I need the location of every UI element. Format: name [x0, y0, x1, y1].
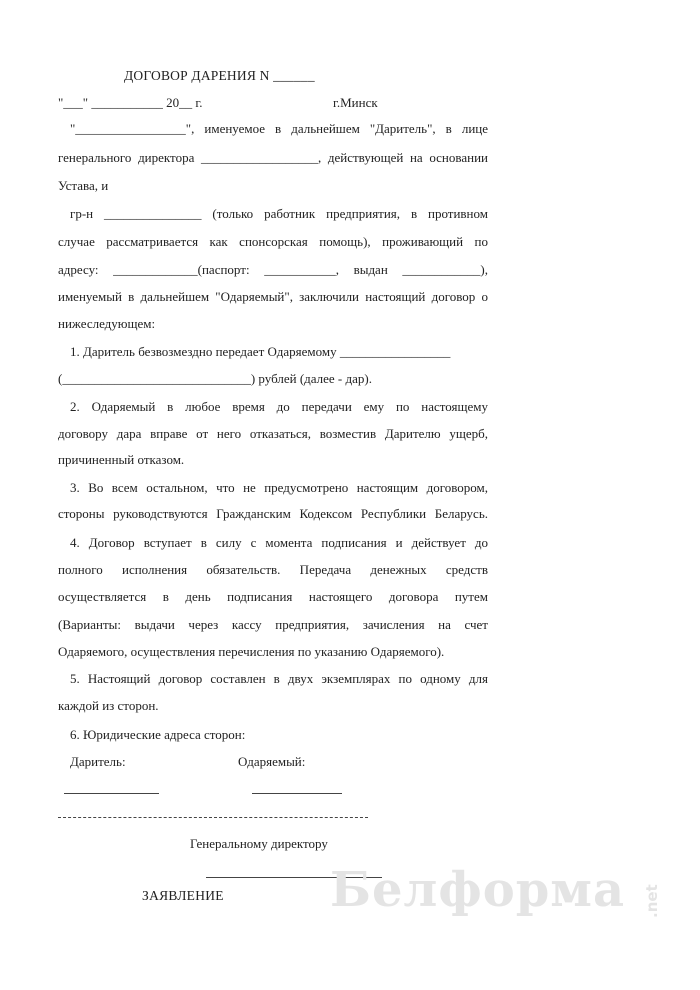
clause-5-line: 5. Настоящий договор составлен в двух экземплярах по одному для	[70, 671, 488, 686]
contract-date: "___" ___________ 20__ г.	[58, 95, 203, 110]
clause-2-line: 2. Одаряемый в любое время до передачи ему по настоящему	[70, 399, 488, 414]
clause-4-line: полного исполнения обязательств. Передача денежных средств	[58, 562, 488, 577]
clause-3-line: 3. Во всем остальном, что не предусмотрено настоящим договором,	[70, 480, 488, 495]
paragraph-line: случае рассматривается как спонсорская помощь), проживающий по	[58, 234, 488, 249]
paragraph-line: гр-н _______________ (только работник предприятия, в противном	[70, 206, 488, 221]
clause-6-line: 6. Юридические адреса сторон:	[70, 727, 246, 742]
recipient-signature-line	[252, 793, 342, 794]
belforma-watermark: Белформа	[330, 862, 626, 918]
paragraph-line: генерального директора __________________, действующей на основании	[58, 150, 488, 165]
donor-signature-line	[64, 793, 159, 794]
clause-2-line: причиненный отказом.	[58, 452, 185, 467]
clause-4-line: (Варианты: выдачи через кассу предприятия, зачисления на счет	[58, 617, 488, 632]
clause-1-line: 1. Даритель безвозмездно передает Одаряемому _________________	[70, 344, 451, 359]
paragraph-line: "_________________", именуемое в дальнейшем "Даритель", в лице	[70, 121, 488, 136]
paragraph-line: именуемый в дальнейшем "Одаряемый", заключили настоящий договор о	[58, 289, 488, 304]
paragraph-line: адресу: _____________(паспорт: ___________, выдан ____________),	[58, 262, 488, 277]
cut-divider	[58, 817, 368, 818]
paragraph-line: нижеследующем:	[58, 316, 156, 331]
application-heading: ЗАЯВЛЕНИЕ	[142, 888, 224, 903]
clause-3-line: стороны руководствуются Гражданским Кодексом Республики Беларусь.	[58, 506, 488, 521]
contract-city: г.Минск	[333, 95, 378, 110]
clause-2-line: договору дара вправе от него отказаться, возместив Дарителю ущерб,	[58, 426, 488, 441]
clause-4-line: Одаряемого, осуществления перечисления по указанию Одаряемого).	[58, 644, 445, 659]
clause-5-line: каждой из сторон.	[58, 698, 159, 713]
clause-1-line: (_____________________________) рублей (далее - дар).	[58, 371, 372, 386]
clause-4-line: 4. Договор вступает в силу с момента подписания и действует до	[70, 535, 488, 550]
paragraph-line: Устава, и	[58, 178, 109, 193]
donor-label: Даритель:	[70, 754, 126, 769]
addressee-line: Генеральному директору	[190, 836, 328, 851]
contract-title: ДОГОВОР ДАРЕНИЯ N ______	[124, 68, 315, 83]
clause-4-line: осуществляется в день подписания настоящего договора путем	[58, 589, 488, 604]
recipient-label: Одаряемый:	[238, 754, 306, 769]
watermark-suffix: .net	[643, 884, 661, 918]
